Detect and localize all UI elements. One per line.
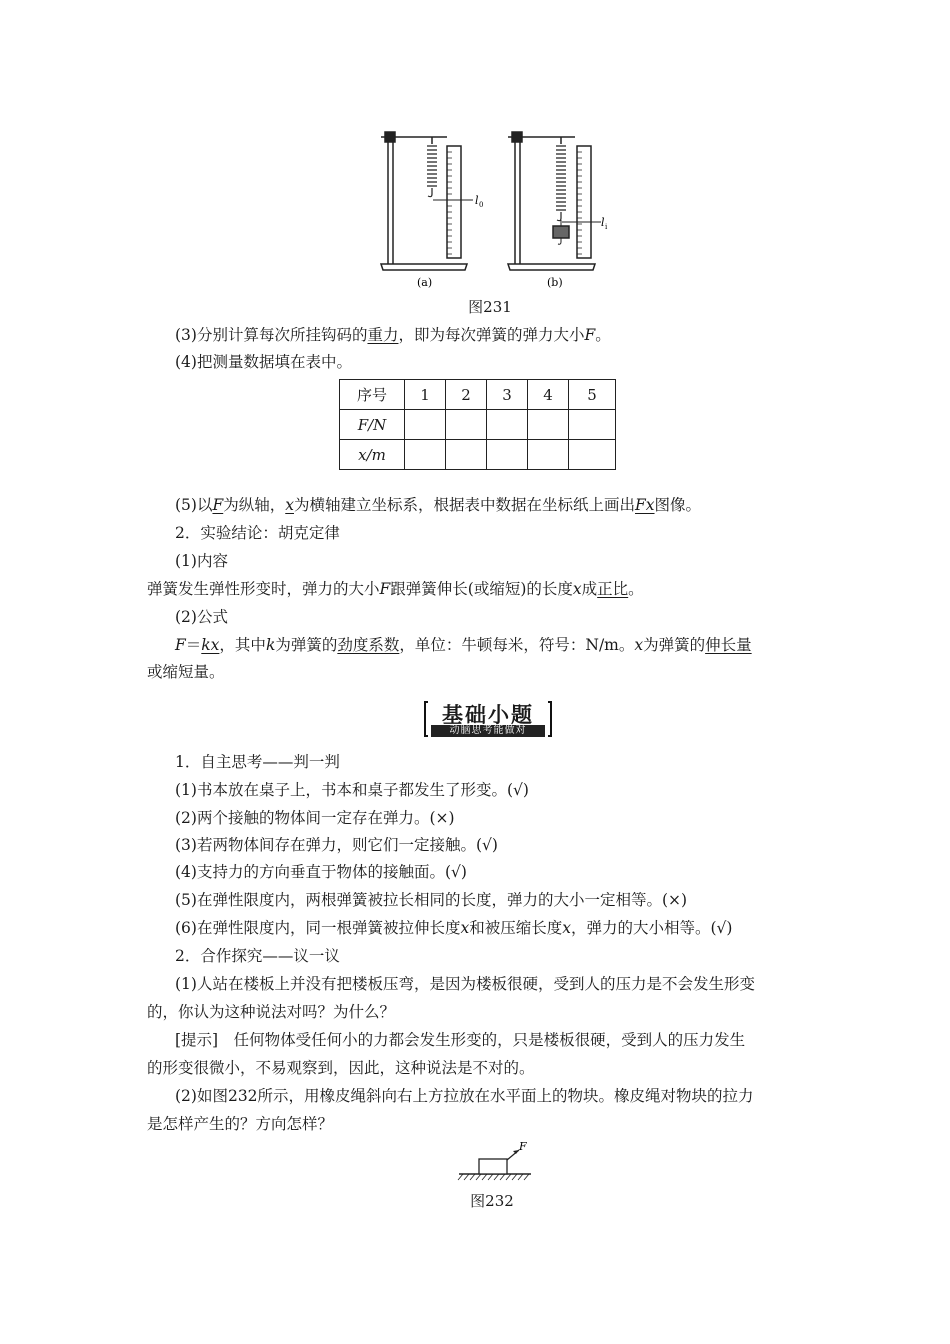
c1-mid: 跟弹簧伸长(或缩短)的长度 bbox=[390, 580, 573, 598]
formula-k: k bbox=[265, 636, 276, 654]
table-cell bbox=[446, 440, 487, 470]
formula-t2: 为弹簧的 bbox=[275, 636, 338, 654]
measurement-table bbox=[339, 379, 616, 470]
formula-t3: ，单位：牛顿每米，符号：N/m。 bbox=[399, 636, 635, 654]
apparatus-a bbox=[381, 132, 473, 270]
table-header-row bbox=[340, 380, 616, 410]
step-5-pre: (5)以 bbox=[175, 496, 213, 514]
formula-line bbox=[175, 635, 752, 655]
step-5-x: x bbox=[285, 496, 294, 514]
c1-F: F bbox=[379, 580, 391, 598]
apparatus-b bbox=[508, 132, 601, 270]
formula-eq: ＝ bbox=[185, 636, 202, 654]
formula-cont: 或缩短量。 bbox=[147, 663, 225, 681]
table-cell: 3 bbox=[487, 380, 528, 410]
table-cell bbox=[569, 410, 616, 440]
table-row-label: x/m bbox=[340, 440, 405, 470]
formula-u1: 劲度系数 bbox=[337, 636, 400, 654]
table-cell bbox=[446, 410, 487, 440]
step-3-end: 。 bbox=[595, 326, 611, 344]
figure-232-block-on-surface bbox=[455, 1138, 535, 1182]
judge-item-6 bbox=[175, 918, 732, 938]
figure-231-caption: 图231 bbox=[468, 298, 512, 316]
judge-item-5: (5)在弹性限度内，两根弹簧被拉长相同的长度，弹力的大小一定相等。(×) bbox=[175, 891, 688, 909]
section2-title: 2．合作探究——议一议 bbox=[175, 947, 340, 965]
conclusion-title: 2．实验结论：胡克定律 bbox=[175, 524, 340, 542]
q6-pre: (6)在弹性限度内，同一根弹簧被拉伸长度 bbox=[175, 919, 461, 937]
label-li-sub: i bbox=[605, 223, 608, 231]
q6-mid: 和被压缩长度 bbox=[469, 919, 563, 937]
table-cell: 序号 bbox=[340, 380, 405, 410]
step-5-F: F bbox=[212, 496, 224, 514]
label-l0-sub: 0 bbox=[479, 201, 484, 209]
formula-t1: ，其中 bbox=[219, 636, 266, 654]
step-3 bbox=[175, 325, 611, 345]
step-5-mid2: 为横轴建立坐标系，根据表中数据在坐标纸上画出 bbox=[294, 496, 636, 514]
table-row-F bbox=[340, 410, 616, 440]
judge-item-2: (2)两个接触的物体间一定存在弹力。(×) bbox=[175, 809, 455, 827]
table-cell bbox=[405, 440, 446, 470]
formula-u2: 伸长量 bbox=[705, 636, 752, 654]
section1-title: 1．自主思考——判一判 bbox=[175, 753, 340, 771]
step-5 bbox=[175, 495, 701, 515]
c1-end: 。 bbox=[628, 580, 644, 598]
label-l0: l bbox=[475, 194, 479, 207]
step-3-F: F bbox=[584, 326, 596, 344]
figure-231-spring-apparatus bbox=[375, 122, 608, 292]
banner-subtitle: 动脑思考能做对 bbox=[449, 725, 527, 736]
figure-232-F-label: F bbox=[519, 1140, 527, 1153]
formula-F: F bbox=[175, 636, 186, 654]
q6-end: ，弹力的大小相等。(√) bbox=[570, 919, 733, 937]
step-3-underline: 重力 bbox=[367, 326, 399, 344]
label-a: (a) bbox=[417, 276, 433, 289]
figure-232-caption: 图232 bbox=[470, 1192, 514, 1210]
judge-item-4: (4)支持力的方向垂直于物体的接触面。(√) bbox=[175, 863, 467, 881]
hint-a: [提示] 任何物体受任何小的力都会发生形变的，只是楼板很硬，受到人的压力发生 bbox=[175, 1031, 746, 1049]
conclusion-1: (1)内容 bbox=[175, 552, 228, 570]
section-banner bbox=[423, 698, 553, 740]
table-cell bbox=[487, 440, 528, 470]
step-3-post: ，即为每次弹簧的弹力大小 bbox=[398, 326, 585, 344]
formula-kx: kx bbox=[201, 636, 220, 654]
table-row-x bbox=[340, 440, 616, 470]
discuss-2b: 是怎样产生的？方向怎样？ bbox=[147, 1115, 334, 1133]
conclusion-2: (2)公式 bbox=[175, 608, 228, 626]
conclusion-1-text bbox=[147, 579, 644, 599]
table-cell bbox=[569, 440, 616, 470]
table-cell: 5 bbox=[569, 380, 616, 410]
table-cell: 1 bbox=[405, 380, 446, 410]
c1-pre: 弹簧发生弹性形变时，弹力的大小 bbox=[147, 580, 380, 598]
judge-item-1: (1)书本放在桌子上，书本和桌子都发生了形变。(√) bbox=[175, 781, 529, 799]
step-5-Fx: Fx bbox=[635, 496, 655, 514]
step-5-end: 图像。 bbox=[654, 496, 702, 514]
c1-cheng: 成 bbox=[581, 580, 598, 598]
discuss-2a: (2)如图232所示，用橡皮绳斜向右上方拉放在水平面上的物块。橡皮绳对物块的拉力 bbox=[175, 1087, 754, 1105]
label-b: (b) bbox=[547, 276, 563, 289]
judge-item-3: (3)若两物体间存在弹力，则它们一定接触。(√) bbox=[175, 836, 498, 854]
table-row-label: F/N bbox=[340, 410, 405, 440]
table-cell: 4 bbox=[528, 380, 569, 410]
formula-t4: 为弹簧的 bbox=[643, 636, 706, 654]
table-cell bbox=[528, 410, 569, 440]
q6-x1: x bbox=[460, 919, 470, 937]
step-3-pre: (3)分别计算每次所挂钩码的 bbox=[175, 326, 368, 344]
table-cell: 2 bbox=[446, 380, 487, 410]
hint-b: 的形变很微小，不易观察到，因此，这种说法是不对的。 bbox=[147, 1059, 535, 1077]
banner-title: 基础小题 bbox=[442, 703, 534, 727]
q6-x2: x bbox=[562, 919, 571, 937]
formula-x: x bbox=[634, 636, 644, 654]
discuss-1b: 的，你认为这种说法对吗？为什么？ bbox=[147, 1003, 396, 1021]
discuss-1a: (1)人站在楼板上并没有把楼板压弯，是因为楼板很硬，受到人的压力是不会发生形变 bbox=[175, 975, 755, 993]
c1-underline: 正比 bbox=[597, 580, 629, 598]
table-cell bbox=[487, 410, 528, 440]
step-5-mid1: 为纵轴， bbox=[223, 496, 286, 514]
c1-x: x bbox=[572, 580, 582, 598]
step-4: (4)把测量数据填在表中。 bbox=[175, 353, 352, 371]
label-li: l bbox=[601, 216, 605, 229]
table-cell bbox=[528, 440, 569, 470]
table-cell bbox=[405, 410, 446, 440]
